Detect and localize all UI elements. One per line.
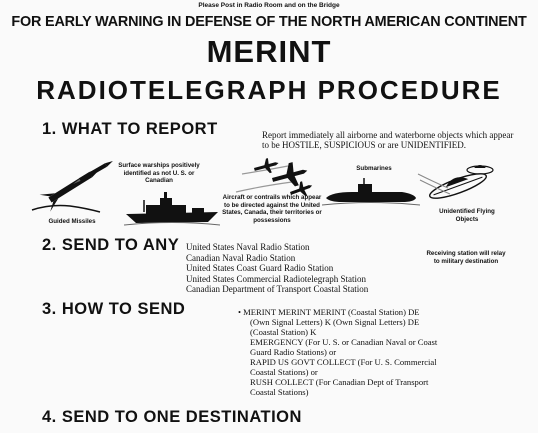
section-1-heading: 1. WHAT TO REPORT (42, 120, 218, 138)
report-instructions: Report immediately all airborne and waterborne objects which appear to be HOSTILE, SUSPICIOUS or are UNIDENTIFIED. (262, 130, 514, 150)
missile-icon (30, 160, 120, 218)
aircraft-label: Aircraft or contrails which appear to be directed against the United States, Canada, their territories or possessions (222, 194, 322, 224)
procedure-line: Guard Radio Stations) or (250, 347, 337, 357)
procedure-line: Coastal Stations) or (250, 367, 318, 377)
procedure-line: (Own Signal Letters) K (Own Signal Letters) DE (250, 317, 420, 327)
station-item: United States Coast Guard Radio Station (186, 263, 334, 273)
station-item: Canadian Naval Radio Station (186, 252, 296, 263)
procedure-line: RAPID US GOVT COLLECT (For U. S. Commercial (250, 357, 437, 367)
procedure-line: Coastal Stations) (250, 387, 309, 397)
flying-objects-label: Unidentified Flying Objects (439, 208, 495, 223)
station-list (186, 242, 368, 295)
ufo-icon (414, 156, 506, 206)
warships-label: Surface warships positively identified as not U. S. or Canadian (118, 162, 200, 184)
procedure-line: (Coastal Station) K (250, 327, 317, 337)
post-notice: Please Post in Radio Room and on the Bridge (198, 2, 340, 9)
procedure-line: RUSH COLLECT (For Canadian Dept of Transport (250, 377, 429, 387)
warship-icon (124, 190, 220, 228)
station-item: United States Naval Radio Station (186, 242, 310, 252)
sending-procedure (238, 307, 528, 397)
submarines-label: Submarines (356, 165, 392, 172)
procedure-line: EMERGENCY (For U. S. or Canadian Naval or Coast (250, 337, 438, 347)
section-3-heading: 3. HOW TO SEND (42, 300, 186, 318)
guided-missiles-label: Guided Missiles (48, 218, 96, 225)
warning-headline: FOR EARLY WARNING IN DEFENSE OF THE NORTH AMERICAN CONTINENT (11, 13, 527, 30)
station-item: United States Commercial Radiotelegraph Station (186, 273, 366, 284)
submarine-icon (322, 178, 420, 212)
procedure-line: • MERINT MERINT MERINT (Coastal Station) DE (238, 307, 420, 317)
section-4-heading: 4. SEND TO ONE DESTINATION (42, 408, 302, 426)
relay-note: Receiving station will relay to military destination (426, 250, 506, 265)
page-title: MERINT (206, 34, 332, 69)
page-subtitle: RADIOTELEGRAPH PROCEDURE (36, 75, 502, 105)
section-2-heading: 2. SEND TO ANY (42, 236, 180, 254)
station-item: Canadian Department of Transport Coastal Station (186, 284, 369, 294)
